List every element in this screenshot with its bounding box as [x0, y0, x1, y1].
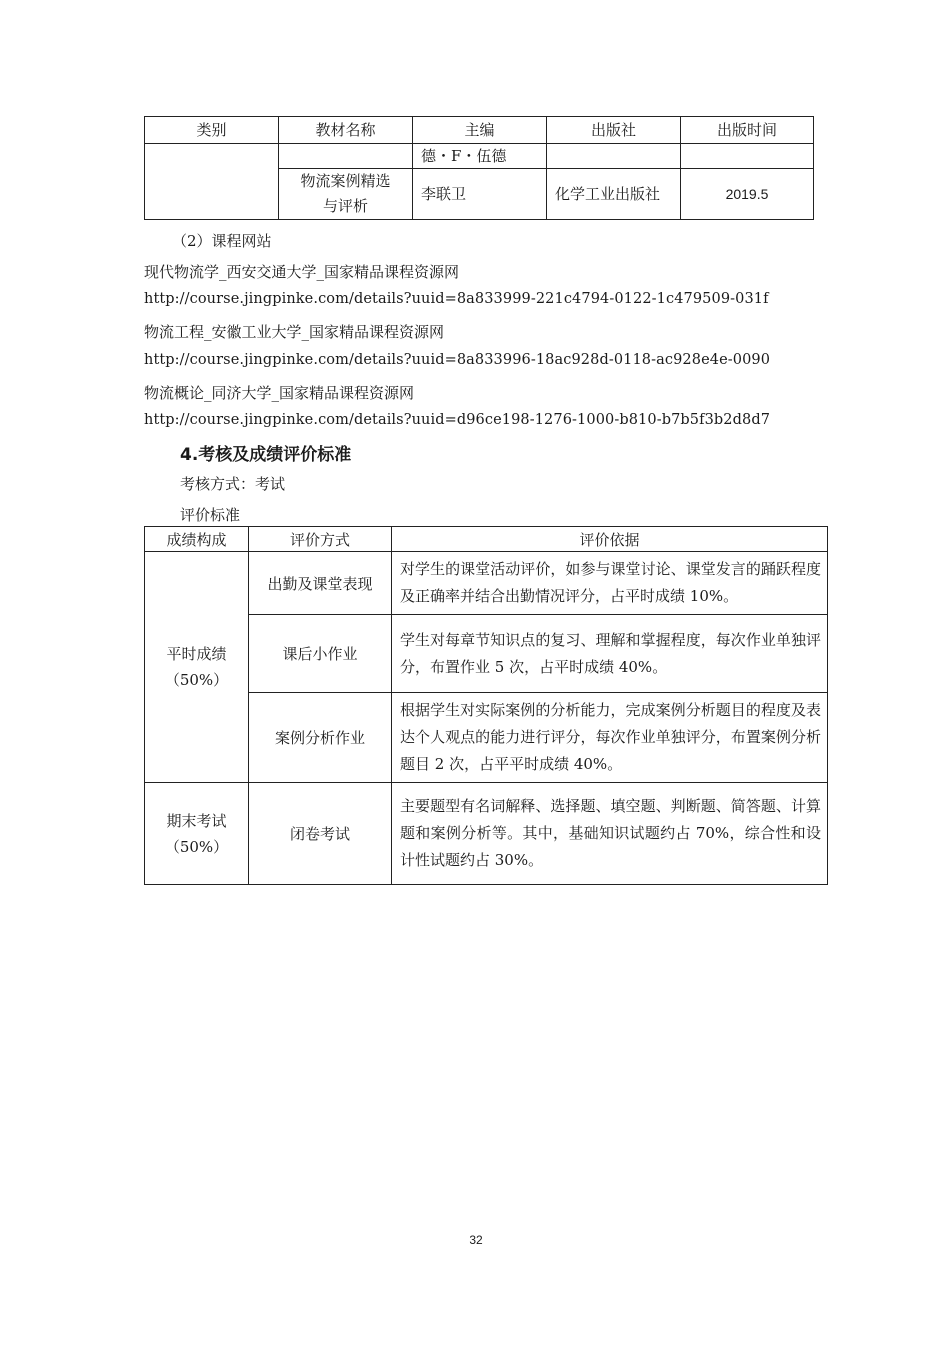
publisher-cell: 化学工业出版社 — [547, 169, 681, 220]
editor-cell: 德・F・伍德 — [413, 144, 547, 169]
site-name-1: 现代物流学_西安交通大学_国家精品课程资源网 — [144, 263, 460, 281]
final-exam-cell — [145, 783, 249, 885]
final-exam-label: 期末考试 — [166, 811, 227, 830]
basis-attendance: 对学生的课堂活动评价，如参与课堂讨论、课堂发言的踊跃程度及正确率并结合出勤情况评分，占平时成绩 10%。 — [392, 552, 828, 615]
header-editor: 主编 — [413, 117, 547, 144]
section-course-site: （2）课程网站 — [172, 232, 272, 250]
evaluation-standard-label: 评价标准 — [180, 506, 241, 524]
regular-grade-weight: （50%） — [164, 671, 229, 689]
header-evaluation-basis: 评价依据 — [392, 527, 828, 552]
editor-cell: 李联卫 — [413, 169, 547, 220]
header-grade-composition: 成绩构成 — [145, 527, 249, 552]
basis-case-analysis: 根据学生对实际案例的分析能力，完成案例分析题目的程度及表达个人观点的能力进行评分，每次作业单独评分，布置案例分析题目 2 次，占平平时成绩 40%。 — [392, 693, 828, 783]
publish-date-cell: 2019.5 — [681, 169, 814, 220]
textbook-table — [144, 116, 814, 220]
header-textbook-name: 教材名称 — [279, 117, 413, 144]
site-name-2: 物流工程_安徽工业大学_国家精品课程资源网 — [144, 323, 445, 341]
header-evaluation-method: 评价方式 — [249, 527, 392, 552]
basis-homework: 学生对每章节知识点的复习、理解和掌握程度，每次作业单独评分，布置作业 5 次，占平时成绩 40%。 — [392, 615, 828, 693]
final-exam-weight: （50%） — [164, 837, 229, 856]
heading-assessment: 4.考核及成绩评价标准 — [180, 445, 352, 465]
page-number: 32 — [469, 1233, 483, 1247]
publisher-cell — [547, 144, 681, 169]
category-cell — [145, 144, 279, 220]
header-publisher: 出版社 — [547, 117, 681, 144]
textbook-name-cell: 物流案例精选与评析 — [279, 169, 413, 220]
header-category: 类别 — [145, 117, 279, 144]
method-case-analysis: 案例分析作业 — [249, 693, 392, 783]
method-closed-book-exam: 闭卷考试 — [249, 783, 392, 885]
site-url-1[interactable]: http://course.jingpinke.com/details?uuid=8a833999-221c4794-0122-1c479509-031f — [144, 291, 769, 307]
regular-grade-cell — [145, 552, 249, 783]
header-publish-date: 出版时间 — [681, 117, 814, 144]
publish-date-cell — [681, 144, 814, 169]
site-name-3: 物流概论_同济大学_国家精品课程资源网 — [144, 384, 415, 402]
method-homework: 课后小作业 — [249, 615, 392, 693]
textbook-name-cell — [279, 144, 413, 169]
assessment-method: 考核方式：考试 — [180, 475, 286, 493]
method-attendance: 出勤及课堂表现 — [249, 552, 392, 615]
basis-final-exam: 主要题型有名词解释、选择题、填空题、判断题、简答题、计算题和案例分析等。其中，基础知识试题约占 70%，综合性和设计性试题约占 30%。 — [392, 783, 828, 885]
site-url-2[interactable]: http://course.jingpinke.com/details?uuid=8a833996-18ac928d-0118-ac928e4e-0090 — [144, 352, 771, 368]
evaluation-table — [144, 526, 828, 885]
regular-grade-label: 平时成绩 — [166, 645, 227, 663]
site-url-3[interactable]: http://course.jingpinke.com/details?uuid=d96ce198-1276-1000-b810-b7b5f3b2d8d7 — [144, 412, 771, 428]
